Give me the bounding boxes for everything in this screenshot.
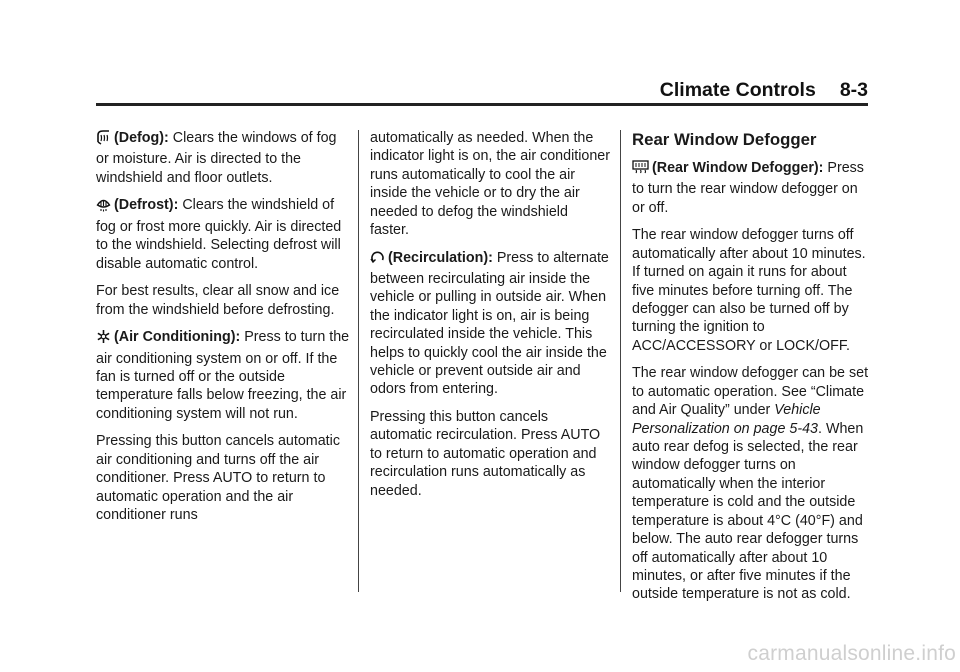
rear-defogger-text: Press to turn the rear window defogger on or off. [632, 160, 864, 216]
defrost-text: Clears the windshield of fog or frost more quickly. Air is directed to the windshield. Selecting defrost will disable automatic control. [96, 197, 342, 272]
defog-label: (Defog): [114, 130, 169, 146]
ac-text: Press to turn the air conditioning system on or off. If the fan is turned off or the outside temperature falls below freezing, the air conditioning system will not run. [96, 329, 350, 422]
turns-off-paragraph: The rear window defogger turns off automatically after about 10 minutes. If turned on again it runs for about five minutes before turning off. The defogger can also be turned off by turning the ignition to ACC/ACCESSORY or LOCK/OFF. [632, 227, 866, 354]
section-title: Climate Controls [659, 79, 816, 101]
best-results-paragraph: For best results, clear all snow and ice from the windshield before defrosting. [96, 283, 340, 318]
rear-defogger-paragraph [632, 159, 870, 217]
page-header [660, 79, 868, 102]
defrost-icon [96, 197, 111, 217]
header-rule [96, 103, 868, 106]
auto-text-1: The rear window defogger can be set to automatic operation. See “Climate and Air Quality” under [632, 365, 869, 419]
auto-paragraph [632, 364, 870, 603]
recirculation-label: (Recirculation): [388, 249, 493, 266]
column-2 [370, 129, 610, 509]
page-number: 8-3 [839, 79, 868, 101]
ac-label: (Air Conditioning): [114, 329, 241, 346]
column-3 [632, 130, 870, 613]
recirculation-paragraph [370, 249, 610, 399]
auto-text-2: . When auto rear defog is selected, the rear window defogger turns on automatically when the interior temperature is cold and the outside temperature is about 4°C (40°F) and below. The auto rear defogger turns off automatically after about 10 minutes, or after five minutes if the outside temperature is not as cold. [632, 420, 864, 603]
column-1 [96, 129, 352, 534]
rear-defogger-label: (Rear Window Defogger): [652, 160, 824, 176]
defrost-label: (Defrost): [114, 197, 179, 214]
section-heading: Rear Window Defogger [632, 130, 817, 149]
defog-paragraph [96, 129, 352, 187]
defrost-paragraph [96, 196, 352, 273]
column-divider [620, 130, 621, 592]
watermark: carmanualsonline.info [747, 642, 956, 665]
ac-paragraph [96, 328, 352, 423]
personalization-link[interactable]: Vehicle Personalization on page 5-43 [632, 402, 821, 437]
pressing-recirc-paragraph: Pressing this button cancels automatic recirculation. Press AUTO to return to automatic operation and recirculation runs automatically as needed. [370, 409, 601, 499]
column-divider [358, 130, 359, 592]
defog-text: Clears the windows of fog or moisture. Air is directed to the windshield and floor outlets. [96, 130, 337, 186]
defog-icon [96, 129, 111, 150]
pressing-ac-paragraph: Pressing this button cancels automatic air conditioning and turns off the air conditioner. Press AUTO to return to automatic operation and the air conditioner runs [96, 433, 340, 524]
recirculation-text: Press to alternate between recirculating air inside the vehicle or pulling in outside air. When the indicator light is on, air is being recirculated inside the vehicle. This helps to quickly cool the air inside the vehicle or prevent outside air and odors from entering. [370, 249, 609, 398]
continued-paragraph: automatically as needed. When the indicator light is on, the air conditioner runs automatically to cool the air inside the vehicle or to dry the air needed to defog the windshield faster. [370, 130, 611, 239]
recirculation-icon [370, 250, 385, 270]
snowflake-icon [96, 329, 111, 349]
rear-defogger-icon [632, 160, 649, 180]
